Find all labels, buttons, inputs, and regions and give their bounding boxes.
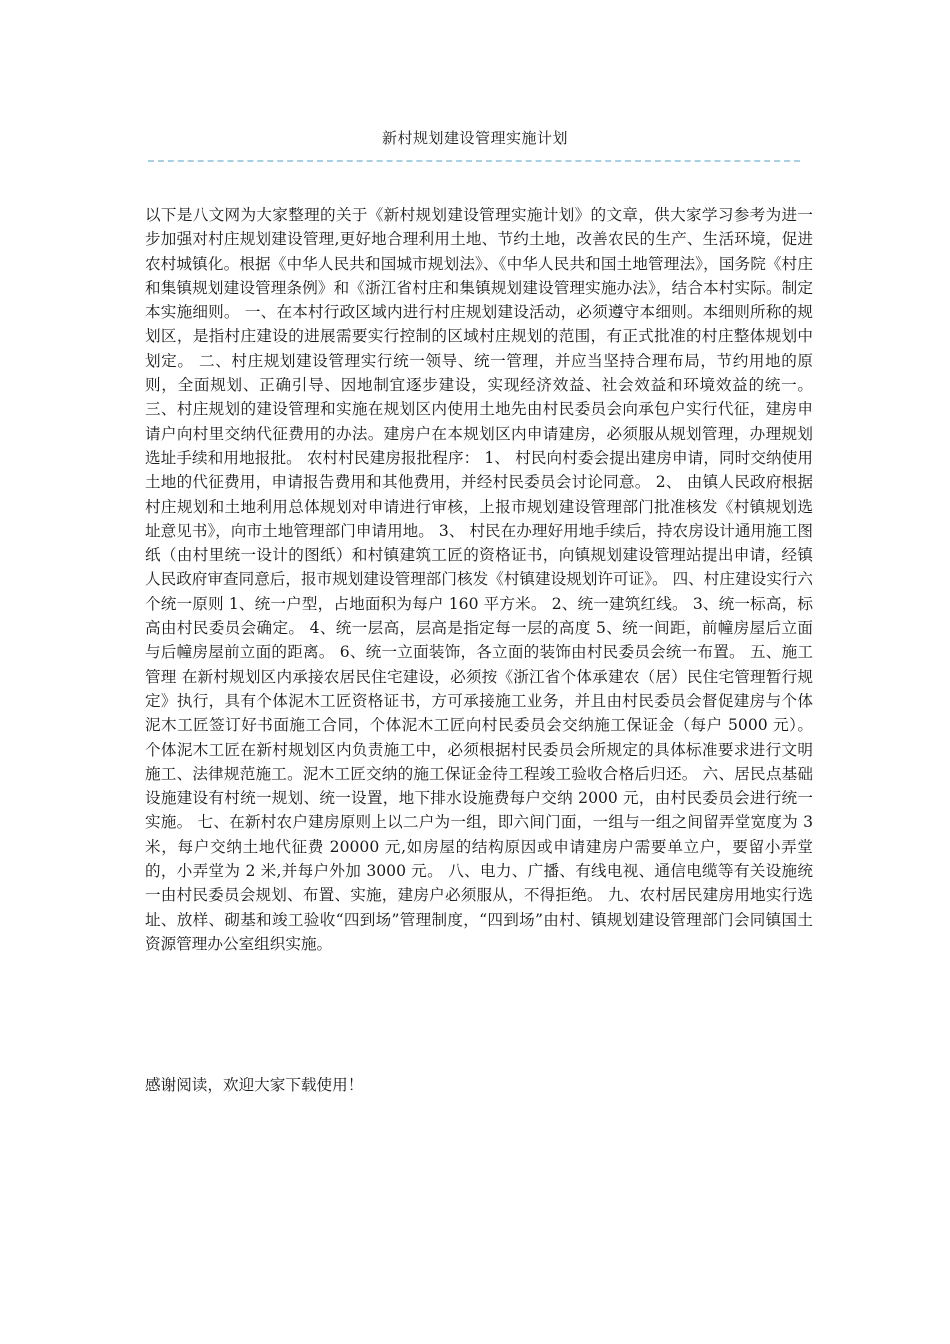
title-divider [148, 160, 800, 162]
document-body: 以下是八文网为大家整理的关于《新村规划建设管理实施计划》的文章，供大家学习参考为进一步加强对村庄规划建设管理,更好地合理利用土地、节约土地，改善农民的生产、生活环境，促进农村城镇化。根据《中华人民共和国城市规划法》、《中华人民共和国土地管理法》，国务院《村庄和集镇规划建设管理条例》和《浙江省村庄和集镇规划建设管理实施办法》，结合本村实际。制定本实施细则。 一、在本村行政区域内进行村庄规划建设活动，必须遵守本细则。本细则所称的规划区，是指村庄建设的进展需要实行控制的区域村庄规划的范围，有正式批准的村庄整体规划中划定。 二、村庄规划建设管理实行统一领导、统一管理，并应当坚持合理布局，节约用地的原则，全面规划、正确引导、因地制宜逐步建设，实现经济效益、社会效益和环境效益的统一。 三、村庄规划的建设管理和实施在规划区内使用土地先由村民委员会向承包户实行代征，建房申请户向村里交纳代征费用的办法。建房户在本规划区内申请建房，必须服从规划管理，办理规划选址手续和用地报批。 农村村民建房报批程序： 1、 村民向村委会提出建房申请，同时交纳使用土地的代征费用，申请报告费用和其他费用，并经村民委员会讨论同意。 2、 由镇人民政府根据村庄规划和土地利用总体规划对申请进行审核，上报市规划建设管理部门批准核发《村镇规划选址意见书》，向市土地管理部门申请用地。 3、 村民在办理好用地手续后，持农房设计通用施工图纸（由村里统一设计的图纸）和村镇建筑工匠的资格证书，向镇规划建设管理站提出申请，经镇人民政府审查同意后，报市规划建设管理部门核发《村镇建设规划许可证》。 四、村庄建设实行六个统一原则 1、统一户型，占地面积为每户 160 平方米。 2、统一建筑红线。 3、统一标高，标高由村民委员会确定。 4、统一层高，层高是指定每一层的高度 5、统一间距，前幢房屋后立面与后幢房屋前立面的距离。 6、统一立面装饰，各立面的装饰由村民委员会统一布置。 五、施工管理 在新村规划区内承接农居民住宅建设，必须按《浙江省个体承建农（居）民住宅管理暂行规定》执行，具有个体泥木工匠资格证书，方可承接施工业务，并且由村民委员会督促建房与个体泥木工匠签订好书面施工合同，个体泥木工匠向村民委员会交纳施工保证金（每户 5000 元）。 个体泥木工匠在新村规划区内负责施工中，必须根据村民委员会所规定的具体标准要求进行文明施工、法律规范施工。泥木工匠交纳的施工保证金待工程竣工验收合格后归还。 六、居民点基础设施建设有村统一规划、统一设置，地下排水设施费每户交纳 2000 元，由村民委员会进行统一实施。 七、在新村农户建房原则上以二户为一组，即六间门面，一组与一组之间留弄堂宽度为 3 米，每户交纳土地代征费 20000 元,如房屋的结构原因或申请建房户需要单立户，要留小弄堂的，小弄堂为 2 米,并每户外加 3000 元。 八、电力、广播、有线电视、通信电缆等有关设施统一由村民委员会规划、布置、实施，建房户必须服从，不得拒绝。 九、农村居民建房用地实行选址、放样、砌基和竣工验收“四到场”管理制度，“四到场”由村、镇规划建设管理部门会同镇国土资源管理办公室组织实施。 [145, 206, 813, 953]
document-title: 新村规划建设管理实施计划 [381, 129, 568, 147]
closing-text: 感谢阅读，欢迎大家下载使用！ [145, 1076, 364, 1094]
